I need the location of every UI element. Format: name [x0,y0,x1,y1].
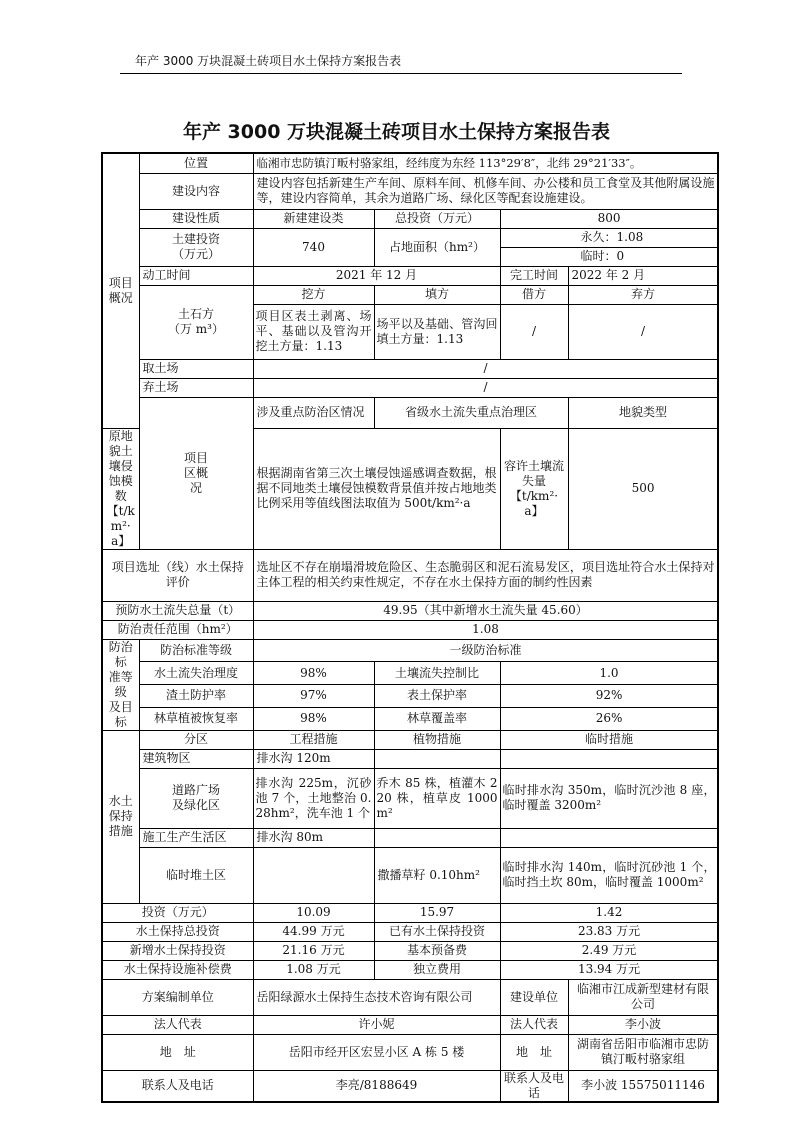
contact-label: 联系人及电话 [500,1070,568,1102]
measures-header: 工程措施 [253,730,374,749]
borrow-value: / [500,304,568,359]
contact-value: 李小波 15575011146 [568,1070,718,1102]
area-temporary: 临时：0 [500,247,718,266]
total-investment-label: 总投资（万元） [374,209,500,228]
investment-temporary: 1.42 [500,903,718,922]
landform-label: 地貌类型 [568,397,718,428]
civil-investment-label: 土建投资 （万元） [139,228,253,266]
address-value: 岳阳市经开区宏昱小区 A 栋 5 楼 [253,1034,500,1070]
grade-value: 一级防治标准 [253,639,718,662]
contact-label: 联系人及电话 [102,1070,253,1102]
modulus-label: 原地貌土壤侵蚀模数 【t/km²·a】 [102,428,139,549]
compensation-value: 1.08 万元 [253,960,374,979]
total-swc-investment-label: 水土保持总投资 [102,922,253,941]
spoil-site-label: 弃土场 [139,378,253,397]
existing-investment-label: 已有水土保持投资 [374,922,500,941]
target-value: 98% [253,707,374,730]
engineering-measure: 排水沟 120m [253,749,374,768]
temporary-measure [500,749,718,768]
target-value: 26% [500,707,718,730]
new-investment-value: 21.16 万元 [253,941,374,960]
content-value: 建设内容包括新建生产车间、原料车间、机修车间、办公楼和员工食堂及其他附属设施等，建设内容简单，其余为道路广场、绿化区等配套设施建设。 [253,173,718,209]
location-label: 位置 [139,153,253,173]
target-label: 土壤流失控制比 [374,662,500,685]
target-label: 表土保护率 [374,685,500,708]
zone-name: 道路广场 及绿化区 [139,768,253,828]
borrow-site-label: 取土场 [139,359,253,378]
target-value: 98% [253,662,374,685]
target-label: 渣土防护率 [139,685,253,708]
borrow-site-value: / [253,359,718,378]
contact-value: 李亮/8188649 [253,1070,500,1102]
scope-label: 防治责任范围（hm²） [102,620,253,639]
measures-section-label: 水土 保持 措施 [102,730,139,903]
target-value: 97% [253,685,374,708]
targets-section-label: 防治标 准等级 及目标 [102,639,139,730]
spoil-header: 弃方 [568,285,718,304]
modulus-value: 根据湖南省第三次土壤侵蚀遥感调查数据，根据不同地类土壤侵蚀模数背景值并按占地地类比例采用等值线图法取值为 500t/km²·a [253,428,500,549]
header-rule [120,73,682,74]
running-header: 年产 3000 万块混凝土砖项目水土保持方案报告表 [135,54,402,68]
fill-header: 填方 [374,285,500,304]
plant-measure: 乔木 85 株，植灌木 220 株，植草皮 1000m² [374,768,500,828]
engineering-measure [253,847,374,903]
allowable-loss-value: 500 [568,428,718,549]
zone-name: 施工生产生活区 [139,828,253,847]
independent-cost-label: 独立费用 [374,960,500,979]
spoil-value: / [568,304,718,359]
representative-label: 法人代表 [102,1015,253,1034]
engineering-measure: 排水沟 225m，沉砂池 7 个，土地整治 0.28hm²，洗车池 1 个 [253,768,374,828]
zone-value: 省级水土流失重点治理区 [374,397,568,428]
zone-label: 涉及重点防治区情况 [253,397,374,428]
area-permanent: 永久：1.08 [500,228,718,247]
address-label: 地 址 [500,1034,568,1070]
temporary-measure: 临时排水沟 140m，临时沉砂池 1 个，临时挡土坎 80m，临时覆盖 1000m² [500,847,718,903]
representative-label: 法人代表 [500,1015,568,1034]
end-label: 完工时间 [500,266,568,285]
nature-value: 新建建设类 [253,209,374,228]
target-value: 1.0 [500,662,718,685]
representative-value: 许小妮 [253,1015,500,1034]
borrow-header: 借方 [500,285,568,304]
fill-value: 场平以及基础、管沟回填土方量：1.13 [374,304,500,359]
investment-plant: 15.97 [374,903,500,922]
report-table [101,152,719,1103]
siting-value: 选址区不存在崩塌滑坡危险区、生态脆弱区和泥石流易发区，项目选址符合水土保持对主体工程的相关约束性规定，不存在水土保持方面的制约性因素 [253,549,718,601]
page-title: 年产 3000 万块混凝土砖项目水土保持方案报告表 [182,121,611,143]
grade-label: 防治标准等级 [139,639,253,662]
total-swc-investment-value: 44.99 万元 [253,922,374,941]
end-value: 2022 年 2 月 [568,266,718,285]
representative-value: 李小波 [568,1015,718,1034]
siting-label: 项目选址（线）水土保持评价 [102,549,253,601]
loss-value: 49.95（其中新增水土流失量 45.60） [253,601,718,620]
measures-header: 植物措施 [374,730,500,749]
content-label: 建设内容 [139,173,253,209]
start-label: 动工时间 [139,266,253,285]
allowable-loss-label: 容许土壤流失量 【t/km²·a】 [500,428,568,549]
earthwork-label: 土石方 （万 m³） [139,285,253,359]
existing-investment-value: 23.83 万元 [500,922,718,941]
loss-label: 预防水土流失总量（t） [102,601,253,620]
target-label: 林草植被恢复率 [139,707,253,730]
engineering-measure: 排水沟 80m [253,828,374,847]
compiler-value: 岳阳绿源水土保持生态技术咨询有限公司 [253,979,500,1015]
start-value: 2021 年 12 月 [253,266,500,285]
address-value: 湖南省岳阳市临湘市忠防镇汀畈村骆家组 [568,1034,718,1070]
zone-name: 建筑物区 [139,749,253,768]
compiler-label: 方案编制单位 [102,979,253,1015]
overview-section-label: 项目 概况 [102,153,139,428]
location-value: 临湘市忠防镇汀畈村骆家组，经纬度为东经 113°29′8″，北纬 29°21′33″。 [253,153,718,173]
regional-section-label: 项目 区概 况 [139,397,253,549]
investment-engineering: 10.09 [253,903,374,922]
measures-header: 临时措施 [500,730,718,749]
plant-measure: 撒播草籽 0.10hm² [374,847,500,903]
target-label: 水土流失治理度 [139,662,253,685]
reserve-label: 基本预备费 [374,941,500,960]
address-label: 地 址 [102,1034,253,1070]
builder-label: 建设单位 [500,979,568,1015]
cut-header: 挖方 [253,285,374,304]
builder-value: 临湘市江成新型建材有限公司 [568,979,718,1015]
cut-value: 项目区表土剥离、场平、基础以及管沟开挖土方量：1.13 [253,304,374,359]
compensation-label: 水土保持设施补偿费 [102,960,253,979]
plant-measure [374,828,500,847]
civil-investment-value: 740 [253,228,374,266]
independent-cost-value: 13.94 万元 [500,960,718,979]
plant-measure [374,749,500,768]
scope-value: 1.08 [253,620,718,639]
target-label: 林草覆盖率 [374,707,500,730]
investment-label: 投资（万元） [102,903,253,922]
target-value: 92% [500,685,718,708]
measures-header: 分区 [139,730,253,749]
total-investment-value: 800 [500,209,718,228]
spoil-site-value: / [253,378,718,397]
new-investment-label: 新增水土保持投资 [102,941,253,960]
area-label: 占地面积（hm²） [374,228,500,266]
nature-label: 建设性质 [139,209,253,228]
temporary-measure: 临时排水沟 350m，临时沉沙池 8 座，临时覆盖 3200m² [500,768,718,828]
zone-name: 临时堆土区 [139,847,253,903]
temporary-measure [500,828,718,847]
reserve-value: 2.49 万元 [500,941,718,960]
